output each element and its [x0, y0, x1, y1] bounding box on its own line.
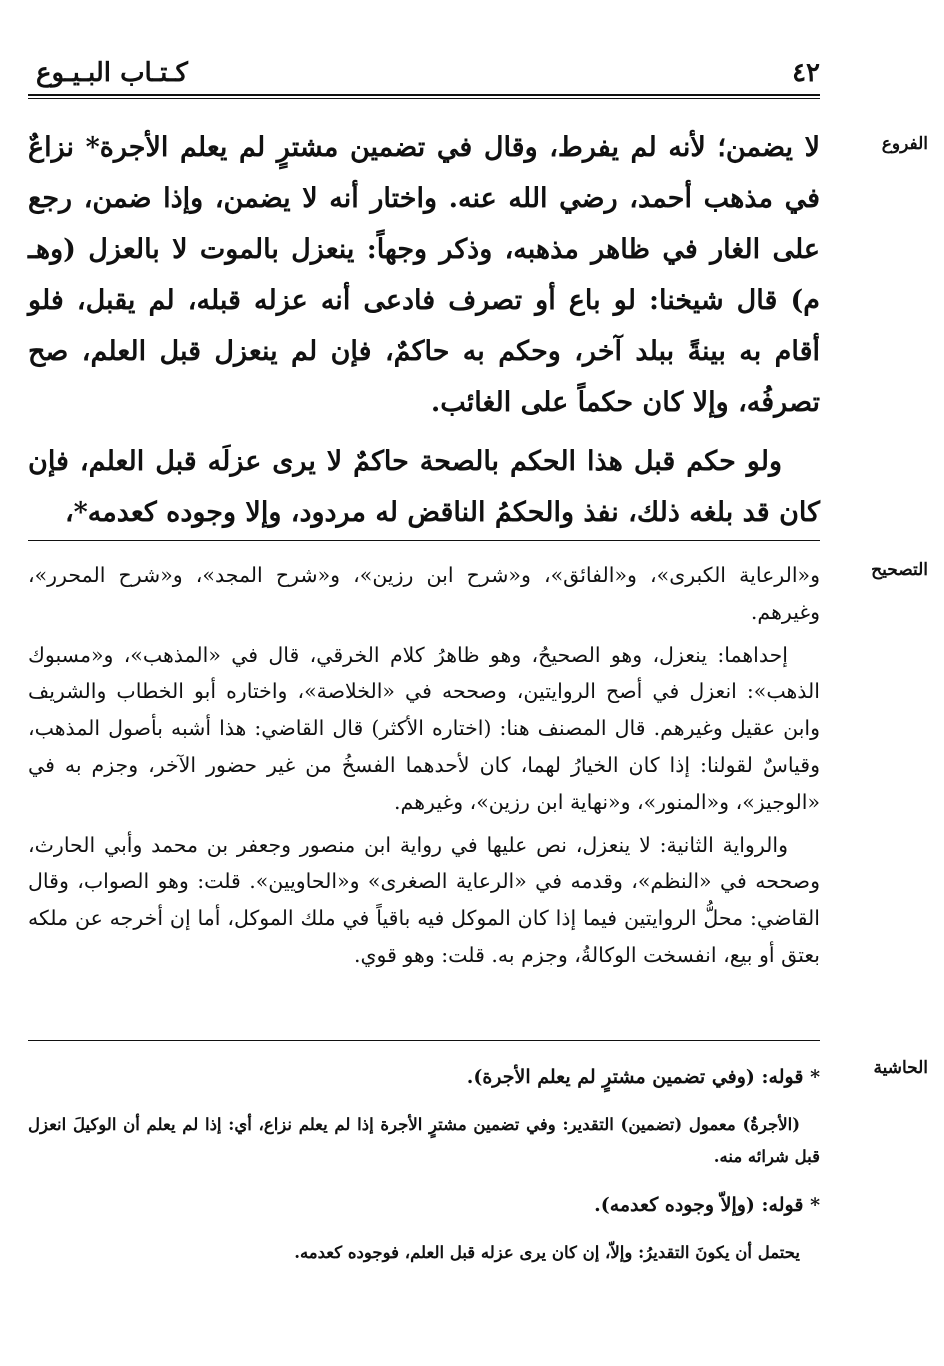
page-header — [28, 58, 820, 94]
furu-text — [28, 122, 820, 538]
page-number: ٤٢ — [792, 58, 820, 88]
tashih-paragraph: إحداهما: ينعزل، وهو الصحيحُ، وهو ظاهرُ كلام الخرقي، قال في «المذهب»، و«مسبوك الذهب»: انعزل في أصح الروايتين، وصححه في «الخلاصة»، واختاره أبو الخطاب والشريف وابن عقيل وغيرهم. قال المصنف هنا: (اختاره الأكثر) قال القاضي: هذا أشبه بأصول المذهب، وقياسٌ لقولنا: إذا كان الخيارُ لهما، كان لأحدهما الفسخُ من غير حضور الآخر، وجزم به في «الوجيز»، و«المنور»، و«نهاية ابن رزين»، وغيرهم. — [28, 642, 820, 814]
hashiya-quote — [28, 1189, 820, 1221]
label-hashiya: الحاشية — [873, 1058, 928, 1078]
furu-paragraph: ولو حكم قبل هذا الحكم بالصحة حاكمٌ لا يرى عزلَه قبل العلم، فإن كان قد بلغه ذلك، نفذ والحكمُ الناقض له مردود، وإلا وجوده كعدمه*، — [28, 446, 820, 528]
furu-paragraph: لا يضمن؛ لأنه لم يفرط، وقال في تضمين مشترٍ لم يعلم الأجرة* نزاعٌ في مذهب أحمد، رضي الله عنه. واختار أنه لا يضمن، وإذا ضمن، رجع على الغار في ظاهر مذهبه، وذكر وجهاً: ينعزل بالموت لا بالعزل (وهـ م) قال شيخنا: لو باع أو تصرف فادعى أنه عزله قبله، لم يقبل، فلو أقام به بينةً ببلد آخر، وحكم به حاكمٌ، فإن لم ينعزل قبل العلم، صح تصرفُه، وإلا كان حكماً على الغائب. — [28, 132, 820, 418]
label-furu: الفروع — [881, 134, 928, 154]
hashiya-text — [28, 1061, 820, 1285]
book-title: كـتـاب البـيـوع — [36, 58, 188, 88]
header-rule — [28, 94, 820, 99]
qawluhu-label: قوله: — [761, 1194, 804, 1216]
tashih-text — [28, 557, 820, 974]
tashih-paragraph: والرواية الثانية: لا ينعزل، نص عليها في رواية ابن منصور وجعفر بن محمد وأبي الحارث، وصححه في «النظم»، وقدمه في «الرعاية الصغرى» و«الحاويين». قلت: وهو الصواب، وقال القاضي: محلُّ الروايتين فيما إذا كان الموكل فيه باقياً في ملك الموكل، أما إن أخرجه عن ملكه بعتق أو بيع، انفسخت الوكالةُ، وجزم به. قلت: وهو قوي. — [28, 832, 820, 967]
quote-text: (وإلاّ وجوده كعدمه). — [594, 1194, 755, 1216]
tashih-paragraph: و«الرعاية الكبرى»، و«الفائق»، و«شرح ابن رزين»، و«شرح المجد»، و«شرح المحرر»، وغيرهم. — [28, 563, 820, 624]
hashiya-gloss: (الأجرةُ) معمول (تضمين) التقدير: وفي تضمين مشترٍ الأجرة إذا لم يعلم نزاع، أي: إذا لم يعلم أن الوكيلَ انعزل قبل شرائه منه. — [28, 1115, 820, 1166]
divider-hashiya — [28, 1040, 820, 1041]
star-marker: * — [810, 1194, 820, 1216]
star-marker: * — [810, 1066, 820, 1088]
quote-text: (وفي تضمين مشترٍ لم يعلم الأجرة). — [466, 1066, 755, 1088]
divider-tashih — [28, 540, 820, 541]
hashiya-gloss: يحتمل أن يكونَ التقديرُ: وإلاّ، إن كان يرى عزله قبل العلم، فوجوده كعدمه. — [294, 1243, 800, 1262]
qawluhu-label: قوله: — [761, 1066, 804, 1088]
label-tashih: التصحيح — [871, 560, 928, 580]
hashiya-quote — [28, 1061, 820, 1093]
